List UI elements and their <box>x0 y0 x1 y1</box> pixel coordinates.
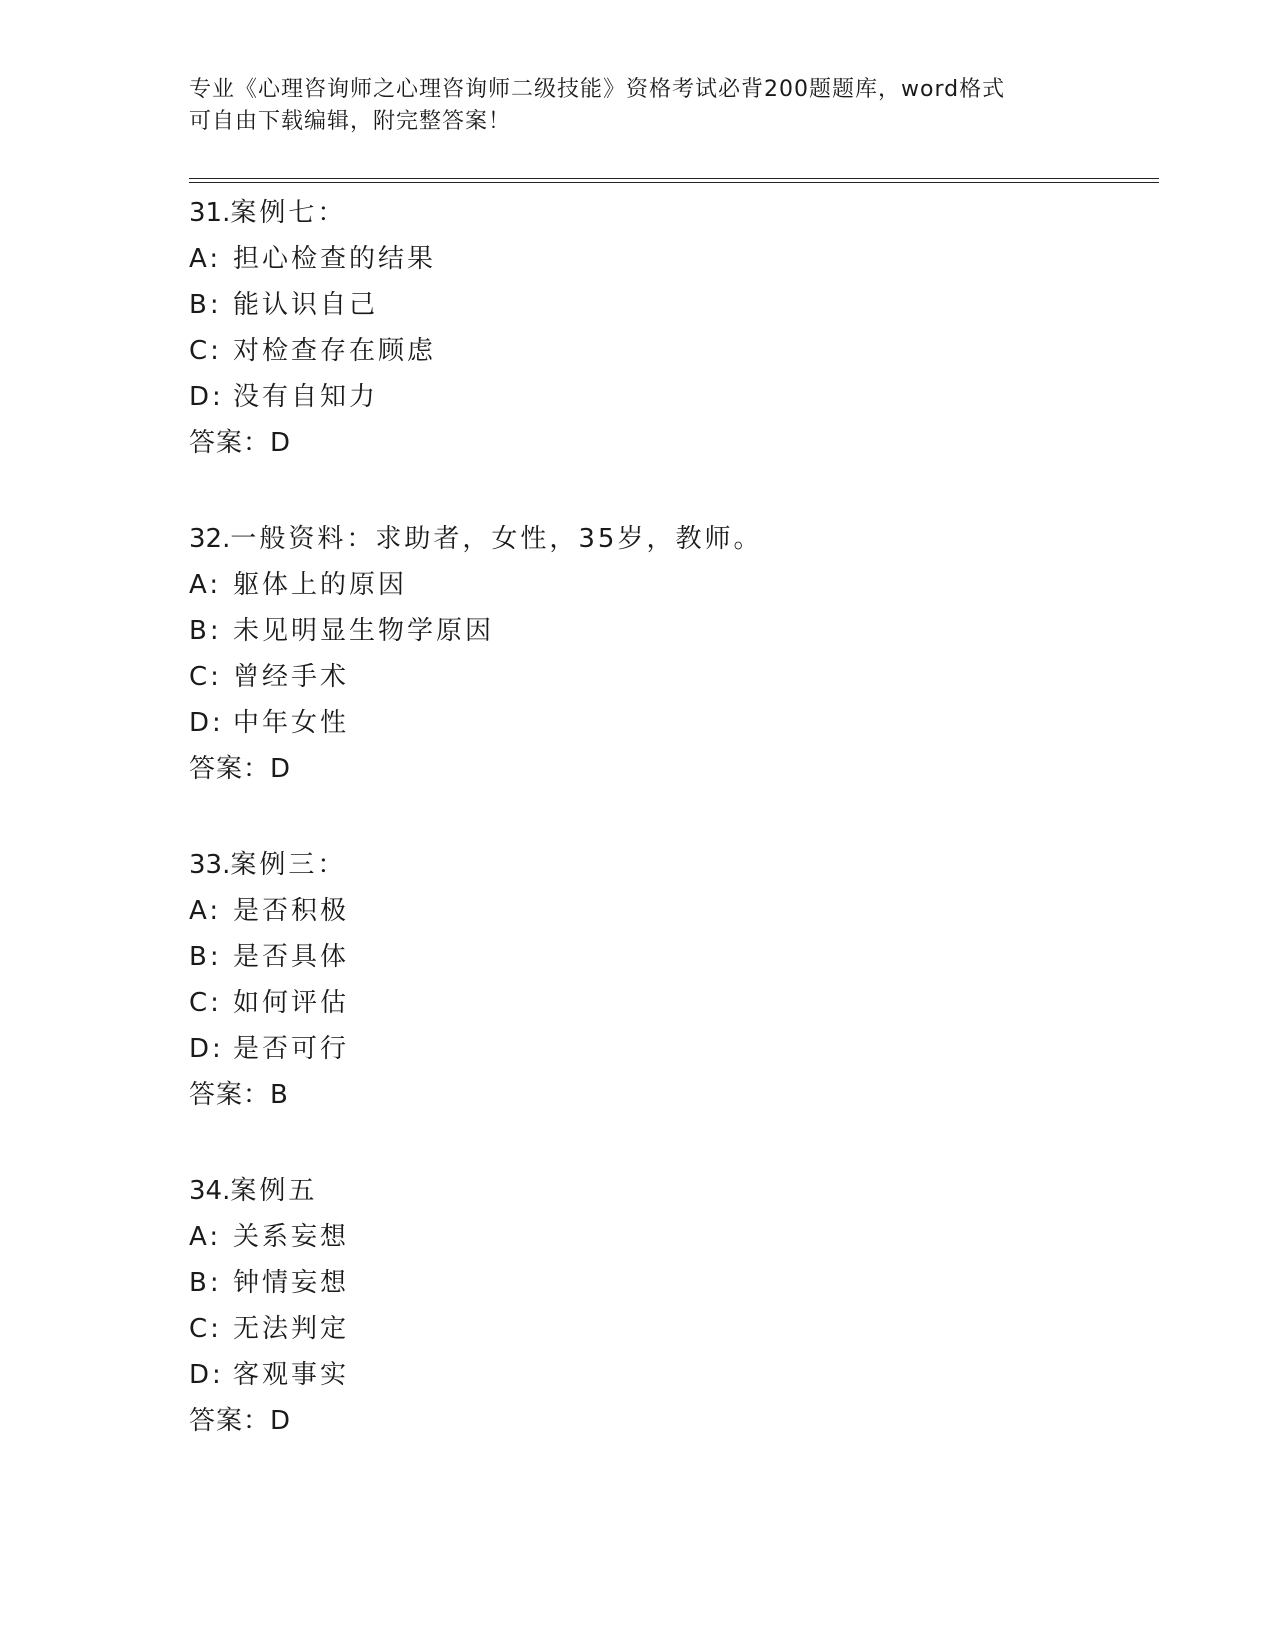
option-text: 担心检查的结果 <box>233 244 437 274</box>
question-33 <box>189 842 1149 1118</box>
option-letter: A: <box>189 244 222 274</box>
option-text: 是否可行 <box>233 1034 350 1064</box>
option-letter: D: <box>189 708 224 738</box>
option-letter: C: <box>189 988 222 1018</box>
option-b <box>189 934 1149 980</box>
option-text: 是否具体 <box>233 942 350 972</box>
option-text: 无法判定 <box>233 1314 350 1344</box>
document-header <box>189 74 1089 138</box>
answer-line: 答案：D <box>189 428 292 458</box>
option-letter: B: <box>189 290 222 320</box>
option-c <box>189 328 1149 374</box>
header-divider <box>189 178 1159 183</box>
option-text: 没有自知力 <box>233 382 379 412</box>
option-a <box>189 1214 1149 1260</box>
answer-line: 答案：B <box>189 1080 289 1110</box>
question-31 <box>189 190 1149 466</box>
option-text: 是否积极 <box>233 896 350 926</box>
option-text: 未见明显生物学原因 <box>233 616 495 646</box>
option-text: 能认识自己 <box>233 290 379 320</box>
option-letter: A: <box>189 570 222 600</box>
question-stem <box>189 190 1149 236</box>
option-letter: A: <box>189 896 222 926</box>
option-text: 如何评估 <box>233 988 350 1018</box>
question-text: 案例七： <box>230 198 347 228</box>
option-a <box>189 562 1149 608</box>
option-c <box>189 1306 1149 1352</box>
option-c <box>189 980 1149 1026</box>
option-letter: D: <box>189 382 224 412</box>
option-letter: B: <box>189 942 222 972</box>
header-line-1: 专业《心理咨询师之心理咨询师二级技能》资格考试必背200题题库，word格式 <box>189 77 1006 102</box>
option-letter: B: <box>189 616 222 646</box>
header-line-2: 可自由下载编辑，附完整答案！ <box>189 109 512 134</box>
option-d <box>189 1352 1149 1398</box>
option-letter: C: <box>189 336 222 366</box>
option-text: 中年女性 <box>233 708 350 738</box>
option-b <box>189 282 1149 328</box>
option-letter: C: <box>189 1314 222 1344</box>
question-stem <box>189 842 1149 888</box>
option-letter: A: <box>189 1222 222 1252</box>
option-text: 对检查存在顾虑 <box>233 336 437 366</box>
question-stem <box>189 516 1149 562</box>
option-c <box>189 654 1149 700</box>
question-text: 案例五 <box>230 1176 318 1206</box>
question-32 <box>189 516 1149 792</box>
question-stem <box>189 1168 1149 1214</box>
question-number: 34. <box>189 1176 231 1206</box>
answer-line: 答案：D <box>189 1406 292 1436</box>
option-b <box>189 608 1149 654</box>
option-a <box>189 236 1149 282</box>
option-d <box>189 700 1149 746</box>
option-d <box>189 374 1149 420</box>
question-number: 33. <box>189 850 231 880</box>
question-text: 案例三： <box>230 850 347 880</box>
option-letter: B: <box>189 1268 222 1298</box>
option-text: 关系妄想 <box>233 1222 350 1252</box>
question-number: 31. <box>189 198 231 228</box>
option-text: 客观事实 <box>233 1360 350 1390</box>
option-text: 躯体上的原因 <box>233 570 408 600</box>
option-d <box>189 1026 1149 1072</box>
option-letter: C: <box>189 662 222 692</box>
option-text: 曾经手术 <box>233 662 350 692</box>
option-letter: D: <box>189 1034 224 1064</box>
option-letter: D: <box>189 1360 224 1390</box>
question-34 <box>189 1168 1149 1444</box>
answer-line: 答案：D <box>189 754 292 784</box>
option-b <box>189 1260 1149 1306</box>
option-text: 钟情妄想 <box>233 1268 350 1298</box>
question-list <box>189 190 1149 1494</box>
option-a <box>189 888 1149 934</box>
question-text: 一般资料：求助者，女性，35岁，教师。 <box>230 524 763 554</box>
question-number: 32. <box>189 524 231 554</box>
